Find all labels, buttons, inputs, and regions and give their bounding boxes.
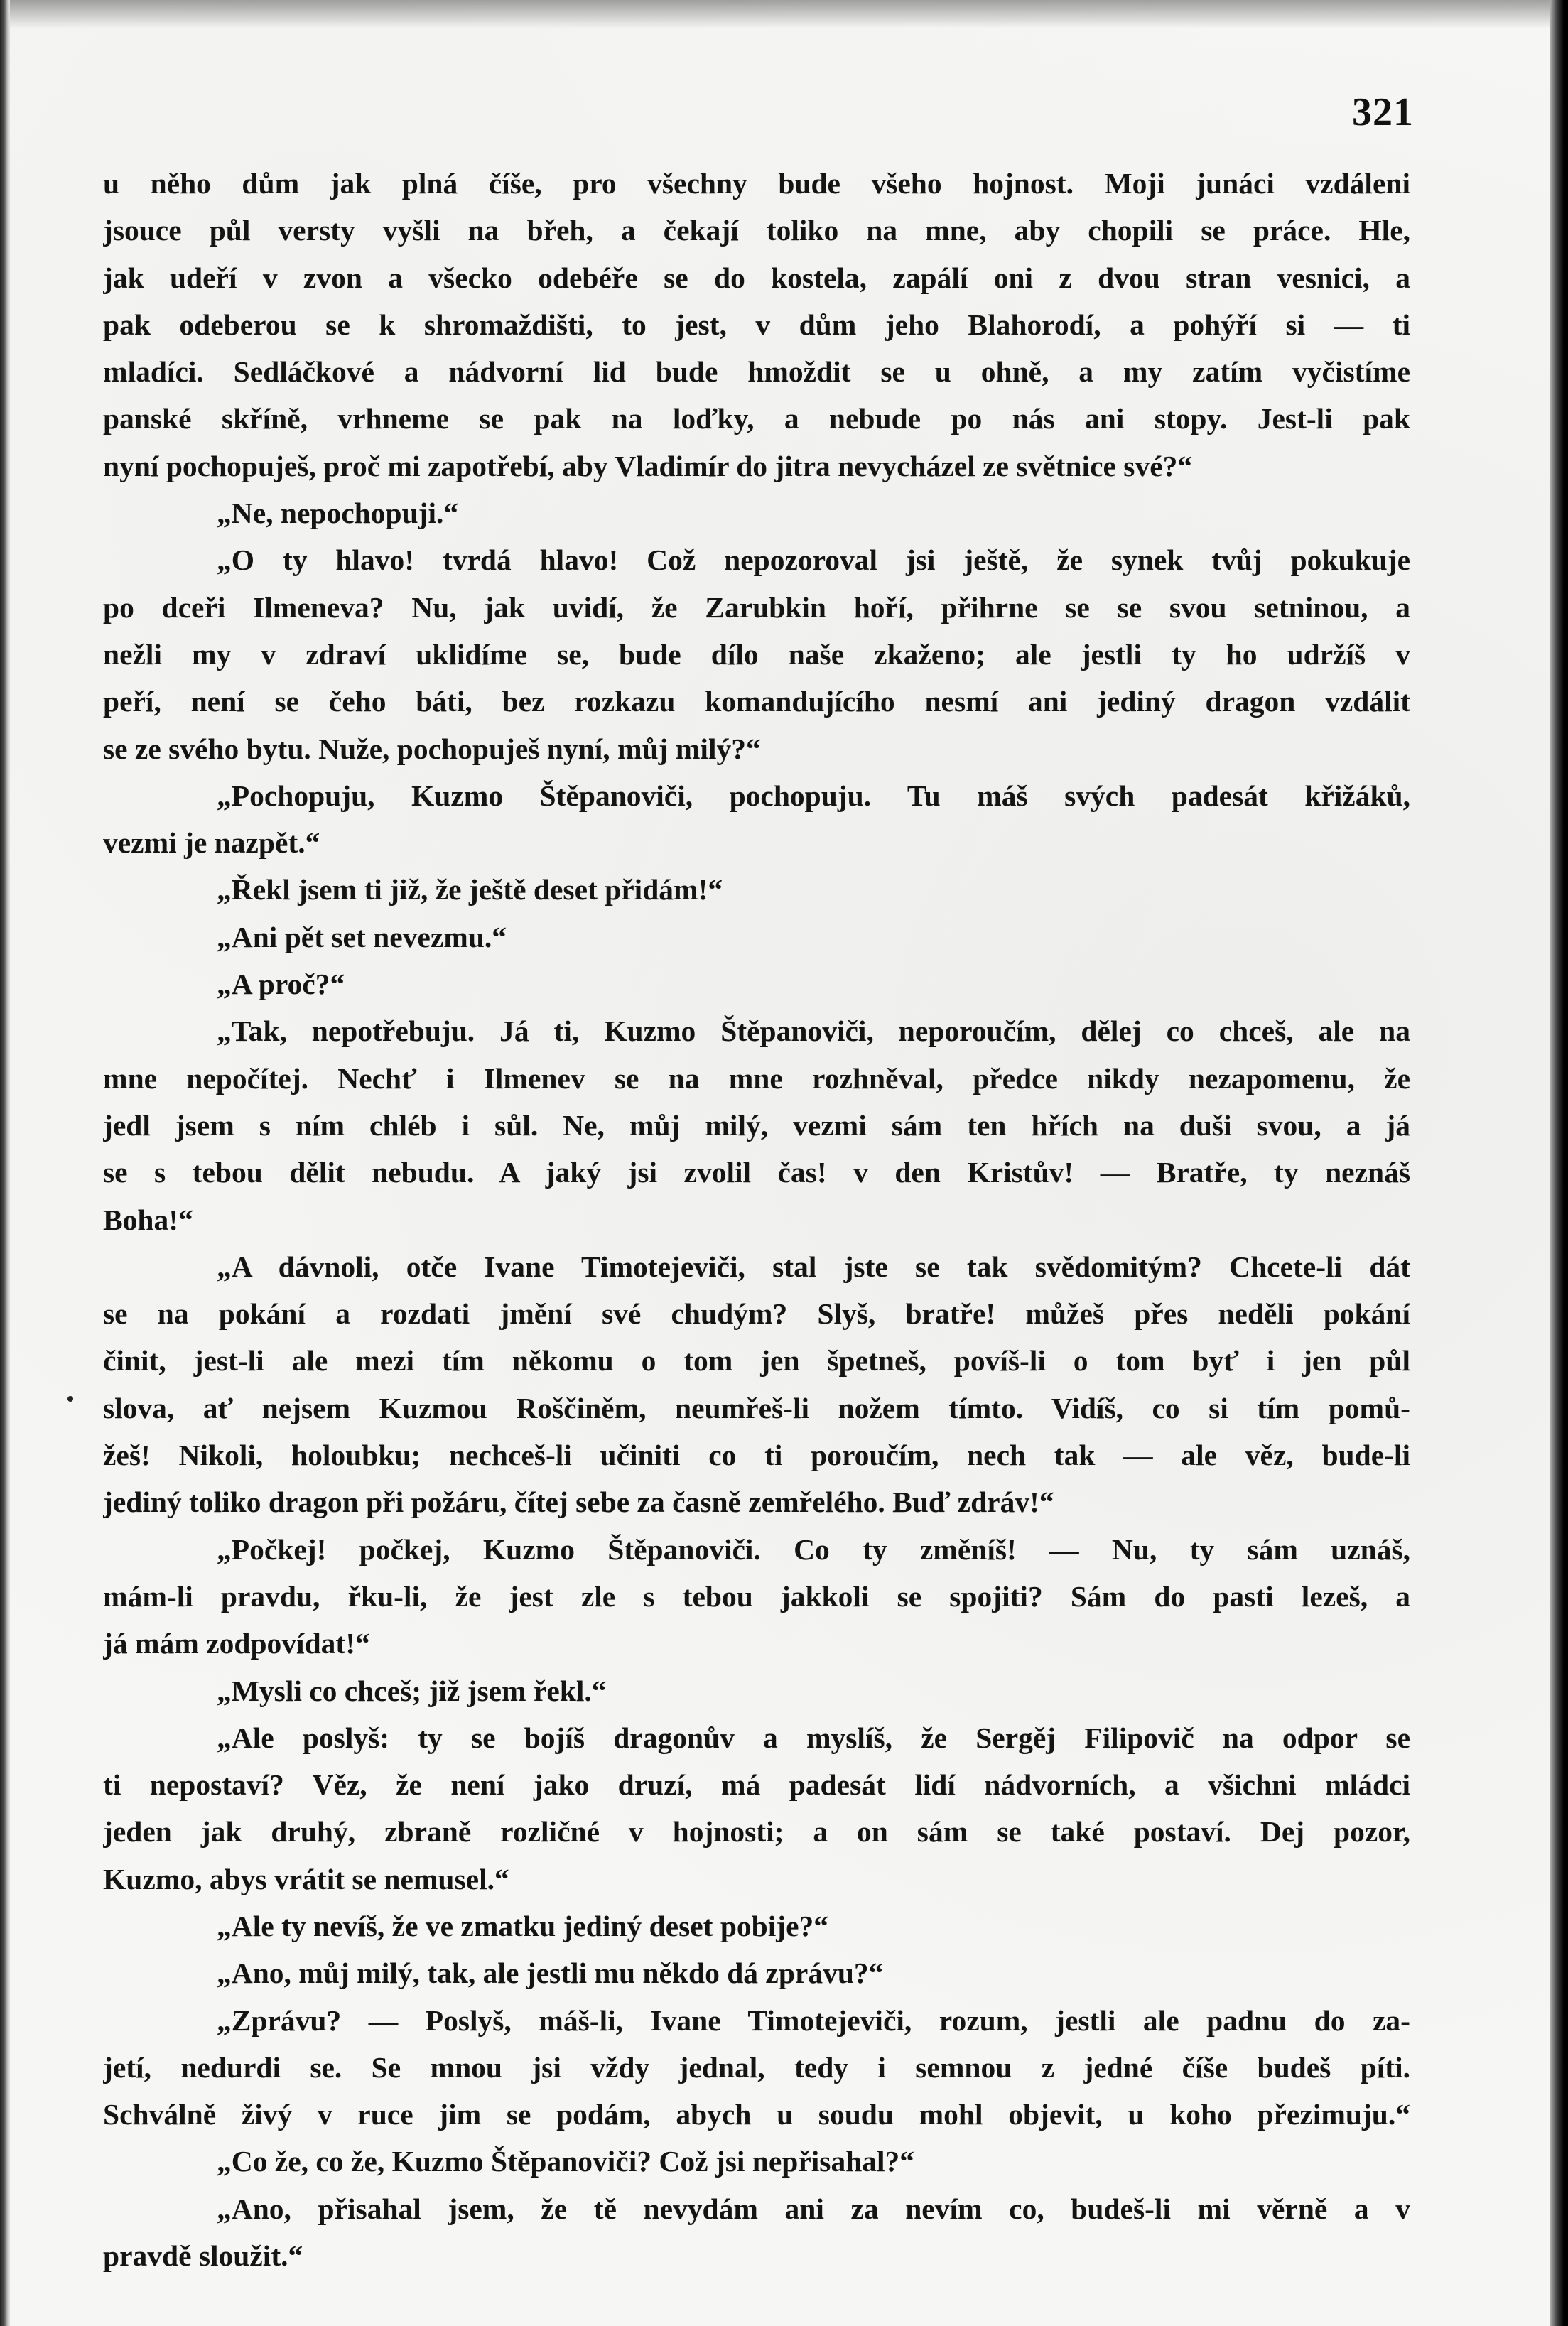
text-line: mladíci. Sedláčkové a nádvorní lid bude hmoždit se u ohně, a my zatím vyčistíme xyxy=(103,355,1410,389)
text-line: „A dávnoli, otče Ivane Timotejeviči, stal jste se tak svědomitým? Chcete-li dát xyxy=(217,1250,1410,1283)
text-line: Schválně živý v ruce jim se podám, abych u soudu mohl objevit, u koho přezimuju.“ xyxy=(103,2098,1410,2131)
text-line: slova, ať nejsem Kuzmou Roščiněm, neumřeš-li nožem tímto. Vidíš, co si tím pomů- xyxy=(103,1391,1410,1424)
text-line: peří, není se čeho báti, bez rozkazu komandujícího nesmí ani jediný dragon vzdálit xyxy=(103,685,1410,718)
ink-speck xyxy=(67,1396,73,1402)
text-line: ti nepostaví? Věz, že není jako druzí, má padesát lidí nádvorních, a všichni mládci xyxy=(103,1768,1410,1802)
text-line: žeš! Nikoli, holoubku; nechceš-li učiniti co ti poroučím, nech tak — ale věz, bude-li xyxy=(103,1439,1410,1472)
text-line: se ze svého bytu. Nuže, pochopuješ nyní, můj milý?“ xyxy=(103,732,761,765)
text-line: „Ano, můj milý, tak, ale jestli mu někdo dá zprávu?“ xyxy=(217,1957,884,1990)
text-line: „Ano, přisahal jsem, že tě nevydám ani za nevím co, budeš-li mi věrně a v xyxy=(217,2192,1410,2225)
body-text xyxy=(103,160,1410,2279)
text-line: „O ty hlavo! tvrdá hlavo! Což nepozoroval jsi ještě, že synek tvůj pokukuje xyxy=(217,543,1410,577)
text-line: „Ne, nepochopuji.“ xyxy=(217,497,459,530)
text-line: „Ale ty nevíš, že ve zmatku jediný deset pobije?“ xyxy=(217,1909,829,1942)
text-line: vezmi je nazpět.“ xyxy=(103,826,320,860)
text-line: mám-li pravdu, řku-li, že jest zle s tebou jakkoli se spojiti? Sám do pasti lezeš, a xyxy=(103,1579,1410,1613)
page-right-edge xyxy=(1550,0,1568,2326)
text-line: „Zprávu? — Poslyš, máš-li, Ivane Timotejeviči, rozum, jestli ale padnu do za- xyxy=(217,2003,1410,2037)
page-top-shadow xyxy=(10,0,1550,28)
text-line: jak udeří v zvon a všecko odebéře se do kostela, zapálí oni z dvou stran vesnici, a xyxy=(103,261,1410,294)
text-line: jsouce půl versty vyšli na břeh, a čekají toliko na mne, aby chopili se práce. Hle, xyxy=(103,214,1410,247)
text-line: u něho dům jak plná číše, pro všechny bude všeho hojnost. Moji junáci vzdáleni xyxy=(103,167,1410,200)
text-line: jetí, nedurdi se. Se mnou jsi vždy jednal, tedy i semnou z jedné číše budeš píti. xyxy=(103,2050,1410,2084)
text-line: „Co že, co že, Kuzmo Štěpanoviči? Což jsi nepřisahal?“ xyxy=(217,2145,915,2178)
text-line: činit, jest-li ale mezi tím někomu o tom jen špetneš, povíš-li o tom byť i jen půl xyxy=(103,1344,1410,1378)
text-line: „Mysli co chceš; již jsem řekl.“ xyxy=(217,1674,607,1707)
text-line: „Tak, nepotřebuju. Já ti, Kuzmo Štěpanoviči, neporoučím, dělej co chceš, ale na xyxy=(217,1015,1410,1048)
text-line: pak odeberou se k shromaždišti, to jest, v dům jeho Blahorodí, a pohýří si — ti xyxy=(103,308,1410,341)
text-line: „Ani pět set nevezmu.“ xyxy=(217,920,507,953)
text-line: já mám zodpovídat!“ xyxy=(103,1627,370,1660)
text-line: pravdě sloužit.“ xyxy=(103,2239,303,2273)
page-number: 321 xyxy=(1352,90,1414,134)
page-left-edge xyxy=(0,0,10,2326)
text-line: jeden jak druhý, zbraně rozličné v hojnosti; a on sám se také postaví. Dej pozor, xyxy=(103,1815,1410,1849)
text-line: panské skříně, vrhneme se pak na loďky, a nebude po nás ani stopy. Jest-li pak xyxy=(103,402,1410,436)
text-line: „Pochopuju, Kuzmo Štěpanoviči, pochopuju. Tu máš svých padesát křižáků, xyxy=(217,779,1410,812)
text-line: nežli my v zdraví uklidíme se, bude dílo naše zkaženo; ale jestli ty ho udržíš v xyxy=(103,637,1410,671)
text-line: mne nepočítej. Nechť i Ilmenev se na mne rozhněval, předce nikdy nezapomenu, že xyxy=(103,1061,1410,1095)
text-line: se na pokání a rozdati jmění své chudým? Slyš, bratře! můžeš přes neděli pokání xyxy=(103,1297,1410,1331)
text-line: „Řekl jsem ti již, že ještě deset přidám!“ xyxy=(217,873,723,907)
text-line: „A proč?“ xyxy=(217,968,345,1001)
text-line: se s tebou dělit nebudu. A jaký jsi zvolil čas! v den Kristův! — Bratře, ty neznáš xyxy=(103,1156,1410,1189)
text-line: jediný toliko dragon při požáru, čítej sebe za časně zemřelého. Buď zdráv!“ xyxy=(103,1486,1054,1519)
text-line: jedl jsem s ním chléb i sůl. Ne, můj milý, vezmi sám ten hřích na duši svou, a já xyxy=(103,1108,1410,1142)
text-line: po dceři Ilmeneva? Nu, jak uvidí, že Zarubkin hoří, přihrne se se svou setninou, a xyxy=(103,590,1410,624)
text-line: „Ale poslyš: ty se bojíš dragonův a myslíš, že Sergěj Filipovič na odpor se xyxy=(217,1721,1410,1754)
text-line: nyní pochopuješ, proč mi zapotřebí, aby Vladimír do jitra nevycházel ze světnice své?“ xyxy=(103,449,1193,482)
text-line: Kuzmo, abys vrátit se nemusel.“ xyxy=(103,1862,509,1895)
text-line: „Počkej! počkej, Kuzmo Štěpanoviči. Co ty změníš! — Nu, ty sám uznáš, xyxy=(217,1532,1410,1566)
text-line: Boha!“ xyxy=(103,1203,193,1236)
